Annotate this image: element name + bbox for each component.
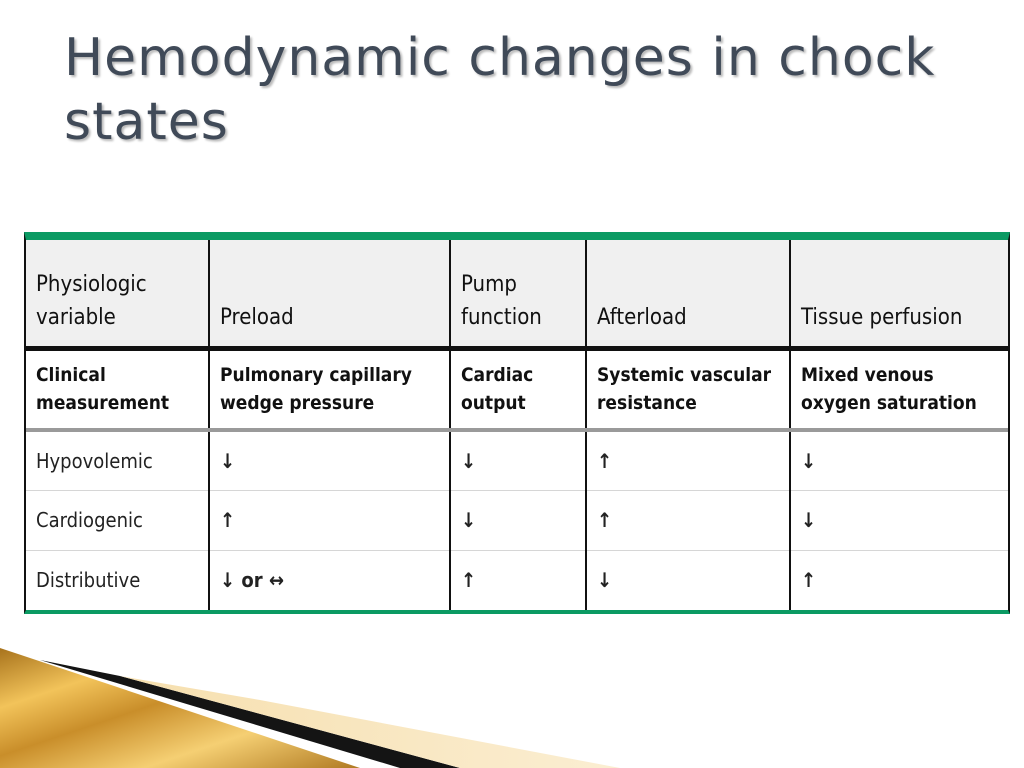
measurement-label: Clinical measurement	[26, 348, 209, 430]
measurement-perfusion: Mixed venous oxygen saturation	[790, 348, 1008, 430]
slide-title: Hemodynamic changes in chock states	[64, 28, 936, 152]
measurement-preload: Pulmonary capillary wedge pressure	[209, 348, 450, 430]
cell-perfusion: ↓	[790, 430, 1008, 490]
cell-pump: ↑	[450, 550, 586, 610]
header-preload: Preload	[209, 240, 450, 348]
cell-preload: ↑	[209, 490, 450, 550]
measurement-afterload: Systemic vascular resistance	[586, 348, 790, 430]
cell-afterload: ↑	[586, 490, 790, 550]
row-label: Hypovolemic	[26, 430, 209, 490]
cell-preload: ↓	[209, 430, 450, 490]
cell-afterload: ↑	[586, 430, 790, 490]
cell-pump: ↓	[450, 430, 586, 490]
cell-perfusion: ↑	[801, 568, 817, 593]
header-physiologic-variable: Physiologic variable	[26, 240, 209, 348]
header-pump-function: Pump function	[450, 240, 586, 348]
measurement-pump: Cardiac output	[450, 348, 586, 430]
header-tissue-perfusion: Tissue perfusion	[790, 240, 1008, 348]
row-label: Cardiogenic	[26, 490, 209, 550]
cell-afterload: ↓	[586, 550, 790, 610]
gold-wedge	[0, 648, 360, 768]
header-afterload: Afterload	[586, 240, 790, 348]
row-label: Distributive	[26, 550, 209, 610]
cell-preload: ↓ or ↔	[209, 550, 450, 610]
cell-perfusion: ↓	[790, 490, 1008, 550]
cell-pump: ↓	[450, 490, 586, 550]
